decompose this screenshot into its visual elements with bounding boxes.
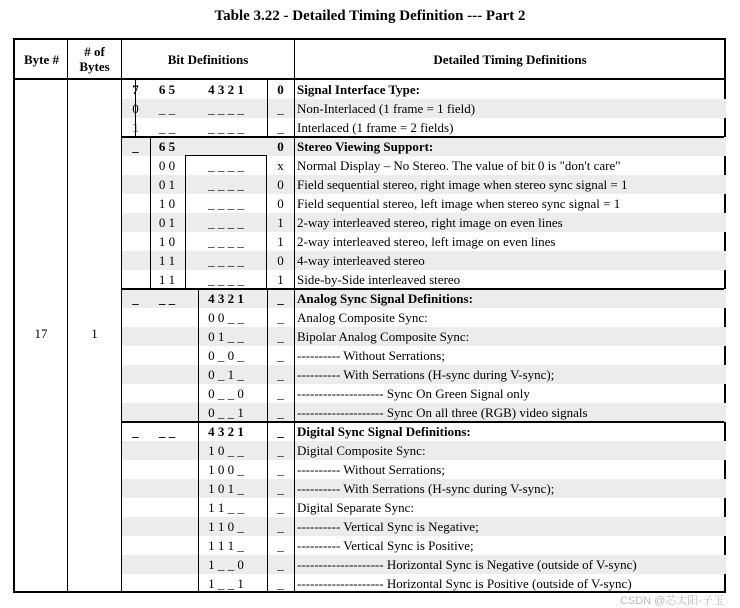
watermark: CSDN @芯太阳-子玉: [619, 595, 724, 607]
col-divider: [294, 78, 295, 591]
bit-0: _: [277, 481, 284, 496]
bits-6-5: [149, 441, 185, 460]
bit-7: 0: [132, 101, 139, 116]
timing-description: ---------- Without Serrations;: [297, 462, 445, 477]
col-divider: [67, 40, 68, 591]
timing-table: [13, 38, 726, 593]
timing-description: Normal Display – No Stereo. The value of bit 0 is "don't care": [297, 158, 621, 173]
bit-0: _: [277, 101, 284, 116]
bit-7: 1: [132, 120, 139, 135]
timing-description: Side-by-Side interleaved stereo: [297, 272, 461, 287]
bit-0: _: [277, 291, 284, 306]
bit-7: [122, 346, 149, 365]
bit-0: 0: [277, 196, 284, 211]
timing-description: ---------- Vertical Sync is Negative;: [297, 519, 479, 534]
bit-7: 7: [132, 82, 139, 97]
bit-0: _: [277, 519, 284, 534]
bit-box: [198, 288, 295, 422]
bit-box: [198, 421, 295, 593]
bit-7: [122, 403, 149, 422]
bit-0: 1: [277, 234, 284, 249]
bits-6-5: [149, 308, 185, 327]
bits-4-3-2-1: _ _ _ _: [208, 158, 244, 173]
bit-7: [122, 460, 149, 479]
bits-4-3-2-1: _ _ _ _: [208, 215, 244, 230]
bits-6-5: [149, 479, 185, 498]
bits-6-5: [149, 574, 185, 593]
bits-4-3-2-1: 1 0 0 _: [208, 462, 244, 477]
timing-description: ---------- Without Serrations;: [297, 348, 445, 363]
bits-4-3-2-1: 0 _ _ 0: [208, 386, 244, 401]
bits-6-5: _ _: [158, 101, 176, 116]
bit-7: [122, 384, 149, 403]
bits-4-3-2-1: _ _ _ _: [208, 272, 244, 287]
bits-6-5: 1 1: [158, 253, 176, 268]
bit-box: [185, 155, 267, 289]
bit-7: [122, 365, 149, 384]
bit-0: _: [277, 348, 284, 363]
bit-7: [122, 232, 149, 251]
bit-0: _: [277, 462, 284, 477]
bits-6-5: [149, 517, 185, 536]
bit-0: _: [277, 500, 284, 515]
bit-7: [122, 175, 149, 194]
timing-description: ---------- With Serrations (H-sync during V-sync);: [297, 481, 555, 496]
bit-0: _: [277, 120, 284, 135]
bits-6-5: 1 1: [158, 272, 176, 287]
timing-description: -------------------- Horizontal Sync is Positive (outside of V-sync): [297, 576, 632, 591]
timing-description: 2-way interleaved stereo, left image on even lines: [297, 234, 556, 249]
bit-0: _: [277, 538, 284, 553]
bit-7: _: [132, 139, 139, 154]
bits-4-3-2-1: 1 0 1 _: [208, 481, 244, 496]
timing-description: ---------- Vertical Sync is Positive;: [297, 538, 474, 553]
bits-6-5: _ _: [158, 424, 176, 439]
bit-0: _: [277, 557, 284, 572]
bit0-divider: [267, 79, 268, 137]
bit-0: _: [277, 386, 284, 401]
bit-7: [122, 156, 149, 175]
bit-7: _: [132, 291, 139, 306]
bits-6-5: [149, 346, 185, 365]
timing-description: Field sequential stereo, left image when stereo sync signal = 1: [297, 196, 621, 211]
bits-4-3-2-1: 1 1 0 _: [208, 519, 244, 534]
bits-6-5: [149, 498, 185, 517]
bits-4-3-2-1: 0 0 _ _: [208, 310, 244, 325]
bit-0: _: [277, 424, 284, 439]
bits-6-5: [149, 327, 185, 346]
header-byte: Byte #: [23, 51, 60, 67]
timing-description: Stereo Viewing Support:: [297, 139, 434, 154]
bit-0: 0: [277, 139, 284, 154]
header-bytes: # of Bytes: [79, 44, 110, 74]
timing-description: Digital Separate Sync:: [297, 500, 414, 515]
col-divider: [294, 40, 295, 78]
bits-4-3-2-1: _ _ _ _: [208, 234, 244, 249]
bits-4-3-2-1: 4 3 2 1: [208, 291, 244, 306]
bits-4-3-2-1: 1 0 _ _: [208, 443, 244, 458]
byte-number: 17: [34, 326, 48, 341]
bits-4-3-2-1: 4 3 2 1: [208, 82, 244, 97]
bits-4-3-2-1: _ _ _ _: [208, 196, 244, 211]
bit-7: [122, 574, 149, 593]
timing-description: 2-way interleaved stereo, right image on even lines: [297, 215, 563, 230]
bit-0: x: [277, 158, 284, 173]
bit-0: 0: [277, 177, 284, 192]
bits-6-5: 1 0: [158, 234, 176, 249]
bit-0: 1: [277, 215, 284, 230]
bits-4-3-2-1: _ _ _ _: [208, 101, 244, 116]
bits-6-5: 6 5: [158, 82, 176, 97]
timing-description: Digital Composite Sync:: [297, 443, 426, 458]
bit-0: _: [277, 576, 284, 591]
bits-6-5: [149, 536, 185, 555]
timing-description: -------------------- Horizontal Sync is Negative (outside of V-sync): [297, 557, 637, 572]
bit-7: [122, 251, 149, 270]
timing-description: Bipolar Analog Composite Sync:: [297, 329, 470, 344]
bits-6-5: [149, 365, 185, 384]
bits-4-3-2-1: _ _ _ _: [208, 120, 244, 135]
bit-7: [122, 270, 149, 289]
bits-4-3-2-1: 0 1 _ _: [208, 329, 244, 344]
bit-box: [135, 79, 295, 137]
bit-0: 1: [277, 272, 284, 287]
bit-7: [122, 213, 149, 232]
timing-description: Interlaced (1 frame = 2 fields): [297, 120, 454, 135]
bits-6-5: 0 1: [158, 215, 176, 230]
bit-7: [122, 517, 149, 536]
timing-description: Signal Interface Type:: [297, 82, 421, 97]
bits-4-3-2-1: 0 _ 1 _: [208, 367, 244, 382]
timing-description: Field sequential stereo, right image when stereo sync signal = 1: [297, 177, 628, 192]
bits-6-5: 0 1: [158, 177, 176, 192]
timing-description: Analog Sync Signal Definitions:: [297, 291, 473, 306]
bit-7: [122, 498, 149, 517]
timing-description: Non-Interlaced (1 frame = 1 field): [297, 101, 476, 116]
bits-6-5: 0 0: [158, 158, 176, 173]
bits-6-5: _ _: [158, 120, 176, 135]
table-title: Table 3.22 - Detailed Timing Definition --- Part 2: [214, 8, 526, 24]
bits-4-3-2-1: 1 1 _ _: [208, 500, 244, 515]
timing-description: ---------- With Serrations (H-sync during V-sync);: [297, 367, 555, 382]
bit-0: _: [277, 310, 284, 325]
bit-0: _: [277, 329, 284, 344]
bit-7: [122, 194, 149, 213]
bit-7: [122, 479, 149, 498]
bits-4-3-2-1: 1 _ _ 0: [208, 557, 244, 572]
timing-description: 4-way interleaved stereo: [297, 253, 425, 268]
bits-4-3-2-1: 0 _ 0 _: [208, 348, 244, 363]
bit0-divider: [267, 288, 268, 591]
bits-6-5: 6 5: [158, 139, 176, 154]
header-detailed-timing: Detailed Timing Definitions: [433, 51, 587, 67]
bit-7: [122, 327, 149, 346]
bits-6-5: 1 0: [158, 196, 176, 211]
bits-4-3-2-1: 1 1 1 _: [208, 538, 244, 553]
bits-6-5: _ _: [158, 291, 176, 306]
timing-description: Digital Sync Signal Definitions:: [297, 424, 471, 439]
bits-6-5: [149, 460, 185, 479]
bits-6-5: [149, 403, 185, 422]
bit-7: [122, 441, 149, 460]
bits-4-3-2-1: _ _ _ _: [208, 177, 244, 192]
timing-description: -------------------- Sync On all three (RGB) video signals: [297, 405, 588, 420]
bit-0: _: [277, 405, 284, 420]
timing-description: Analog Composite Sync:: [297, 310, 428, 325]
header-bit-definitions: Bit Definitions: [167, 51, 249, 67]
bit-7: [122, 555, 149, 574]
bit-7: [122, 536, 149, 555]
timing-description: -------------------- Sync On Green Signal only: [297, 386, 530, 401]
bit-0: _: [277, 367, 284, 382]
bit-7: _: [132, 424, 139, 439]
bits-4-3-2-1: _ _ _ _: [208, 253, 244, 268]
bit-0: _: [277, 443, 284, 458]
bit-7: [122, 308, 149, 327]
bits-6-5: [149, 555, 185, 574]
bit-0: 0: [277, 253, 284, 268]
bits-4-3-2-1: 1 _ _ 1: [208, 576, 244, 591]
byte-count: 1: [91, 326, 98, 341]
bits-4-3-2-1: 4 3 2 1: [208, 424, 244, 439]
bits-4-3-2-1: 0 _ _ 1: [208, 405, 244, 420]
bit-0: 0: [277, 82, 284, 97]
bits-6-5: [149, 384, 185, 403]
